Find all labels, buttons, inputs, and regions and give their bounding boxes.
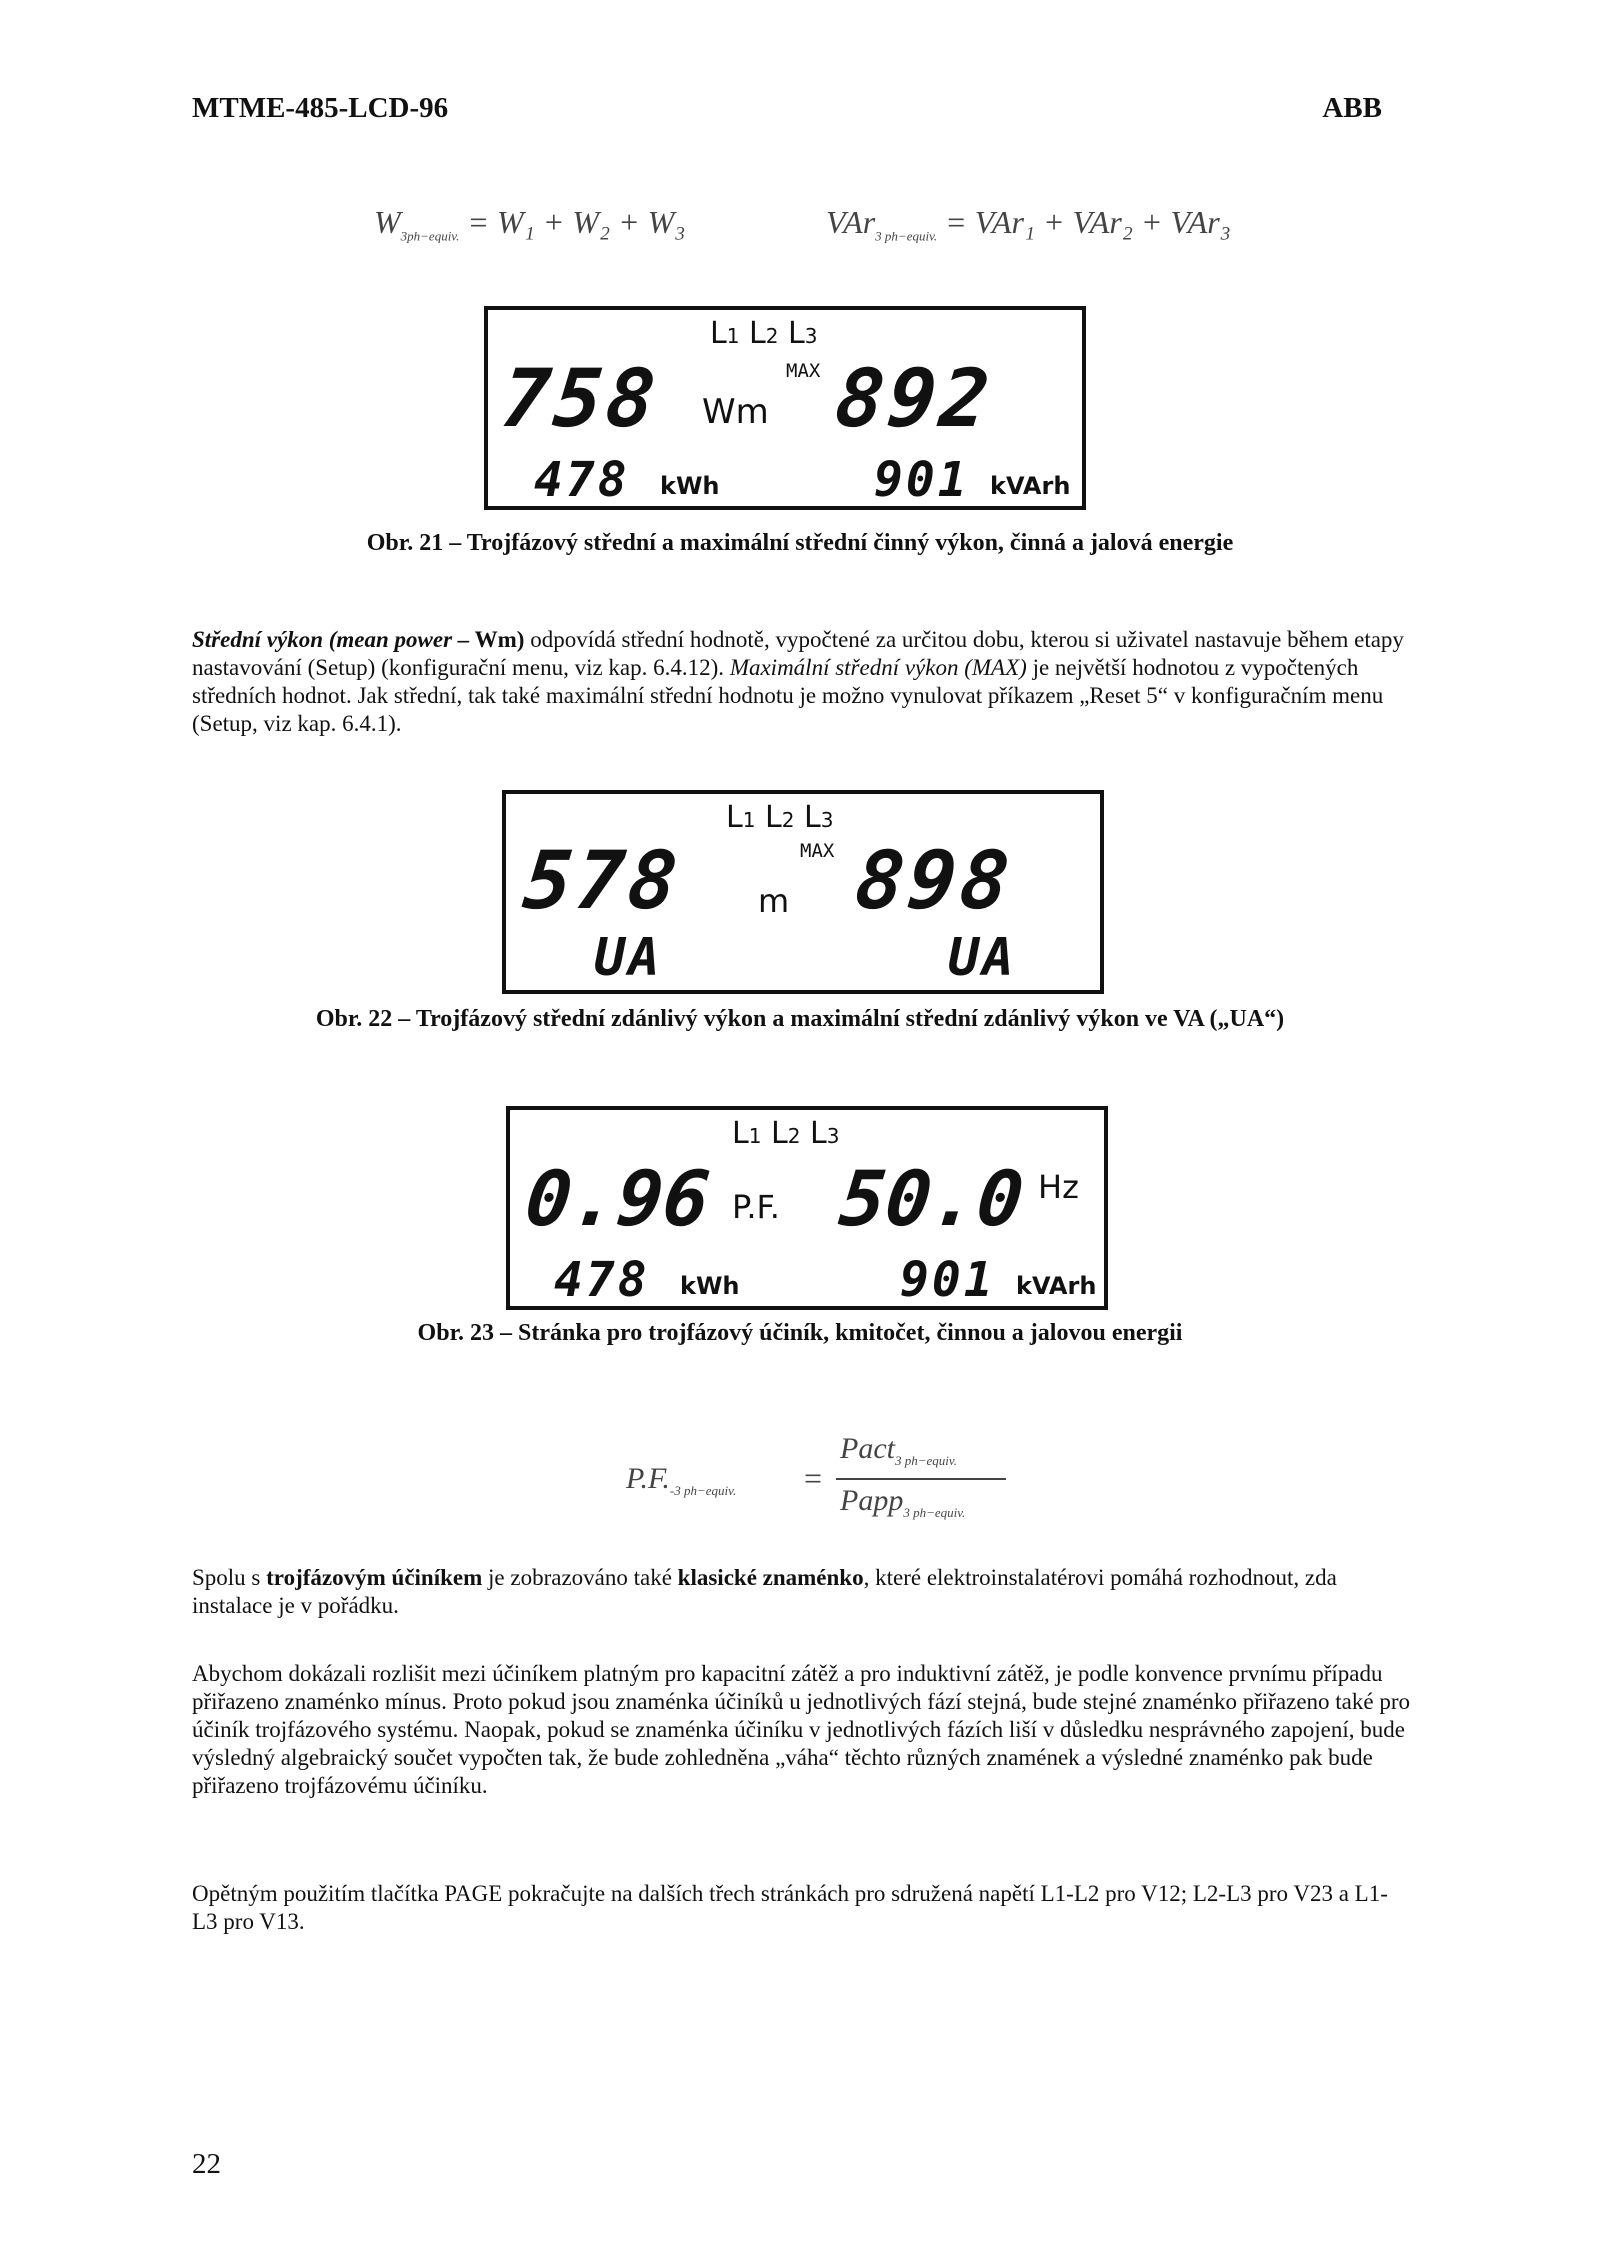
lcd-right-energy-value: 901 — [874, 452, 970, 508]
lcd-mid-unit: P.F. — [732, 1188, 780, 1226]
lcd-left-main-value: 578 — [519, 834, 686, 927]
lcd-display-fig22 — [502, 790, 1104, 994]
formula-active-power — [374, 204, 686, 244]
lcd-left-energy-value: 478 — [534, 452, 630, 508]
lcd-mid-unit: m — [758, 882, 790, 920]
page-header — [192, 92, 1382, 136]
lcd-right-unit: Hz — [1038, 1168, 1079, 1206]
formula-equals: = — [804, 1460, 823, 1496]
lcd-right-energy-unit: kVArh — [1016, 1272, 1097, 1300]
page-number: 22 — [192, 2148, 221, 2180]
lcd-max-indicator: MAX — [786, 360, 821, 382]
fraction-bar — [836, 1478, 1006, 1480]
formula-lhs: W — [374, 204, 401, 240]
lcd-left-energy-unit: kWh — [680, 1272, 740, 1300]
formula-denominator: Papp$_{3 ph-equiv.}$ — [840, 1484, 966, 1520]
formula-numerator: Pact$_{3 ph-equiv.}$ — [840, 1432, 957, 1468]
lcd-right-apparent-unit: UA — [948, 928, 1017, 988]
paragraph-page-button: Opětným použitím tlačítka PAGE pokračujte na dalších třech stránkách pro sdružená napětí L1-L2 pro V12; L2-L3 pro V23 a L1-L3 pro V13. — [192, 1881, 1388, 1934]
lcd-right-main-value: 898 — [851, 834, 1018, 927]
formula-power-factor — [626, 1432, 1026, 1532]
figure-caption-23: Obr. 23 – Stránka pro trojfázový účiník, kmitočet, činnou a jalovou energii — [417, 1320, 1183, 1346]
lcd-left-energy-unit: kWh — [660, 472, 720, 500]
lcd-left-apparent-unit: UA — [594, 928, 663, 988]
lcd-mid-unit: Wm — [702, 392, 769, 432]
formula-reactive-power — [826, 204, 1231, 244]
lcd-max-indicator: MAX — [800, 840, 835, 862]
figure-caption-21: Obr. 21 – Trojfázový střední a maximální střední činný výkon, činná a jalová energie — [366, 530, 1234, 556]
lcd-left-main-value: 758 — [497, 352, 664, 445]
lcd-display-fig21 — [484, 306, 1086, 510]
lcd-left-main-value: 0.96 — [521, 1154, 714, 1243]
lcd-phase-indicators: L1 L2 L3 — [710, 316, 818, 351]
formula-rhs: = VAr₁ + VAr₂ + VAr₃ — [945, 204, 1231, 240]
lcd-right-energy-unit: kVArh — [990, 472, 1071, 500]
lcd-right-main-value: 892 — [831, 352, 998, 445]
formula-lhs-sub: 3 ph−equiv. — [875, 228, 938, 244]
document-code: MTME-485-LCD-96 — [192, 92, 449, 124]
lcd-phase-indicators: L1 L2 L3 — [726, 800, 834, 835]
lcd-right-main-value: 50.0 — [835, 1154, 1028, 1243]
figure-caption-22: Obr. 22 – Trojfázový střední zdánlivý výkon a maximální střední zdánlivý výkon ve VA („UA“) — [315, 1006, 1285, 1032]
brand-name: ABB — [1322, 92, 1382, 124]
formula-lhs: VAr — [826, 204, 876, 240]
formula-rhs: = W₁ + W₂ + W₃ — [467, 204, 686, 240]
formula-lhs-sub: 3ph−equiv. — [400, 228, 460, 244]
lcd-phase-indicators: L1 L2 L3 — [732, 1116, 840, 1151]
formula-lhs: $P.F._{-3 ph-equiv.}$ — [626, 1462, 737, 1498]
paragraph-pf-convention: Abychom dokázali rozlišit mezi účiníkem platným pro kapacitní zátěž a pro induktivní zátěž, je podle konvence prvnímu případu přiřazeno znaménko mínus. Proto pokud jsou znaménka účiníků u jednotlivých fází stejná, bude stejné znaménko přiřazeno také pro účiník trojfázového systému. Naopak, pokud se znaménka účiníku v jednotlivých fázích liší v důsledku nesprávného zapojení, bude výsledný algebraický součet vypočten tak, že bude zohledněna „váha“ těchto různých znamének a výsledné znaménko pak bude přiřazeno trojfázovému účiníku. — [192, 1661, 1410, 1798]
paragraph-pf-sign: Spolu s trojfázovým účiníkem je zobrazováno také klasické znaménko, které elektroinstalatérovi pomáhá rozhodnout, zda instalace je v pořádku. — [192, 1565, 1337, 1618]
lcd-left-energy-value: 478 — [554, 1252, 650, 1308]
lcd-right-energy-value: 901 — [900, 1252, 996, 1308]
paragraph-mean-power: Střední výkon (mean power – Wm) odpovídá střední hodnotě, vypočtené za určitou dobu, kterou si uživatel nastavuje během etapy nastavování (Setup) (konfigurační menu, viz kap. 6.4.12). Maximální střední výkon (MAX) je největší hodnotou z vypočtených středních hodnot. Jak střední, tak také maximální střední hodnotu je možno vynulovat příkazem „Reset 5“ v konfiguračním menu (Setup, viz kap. 6.4.1). — [192, 627, 1404, 736]
lcd-display-fig23 — [506, 1106, 1108, 1310]
